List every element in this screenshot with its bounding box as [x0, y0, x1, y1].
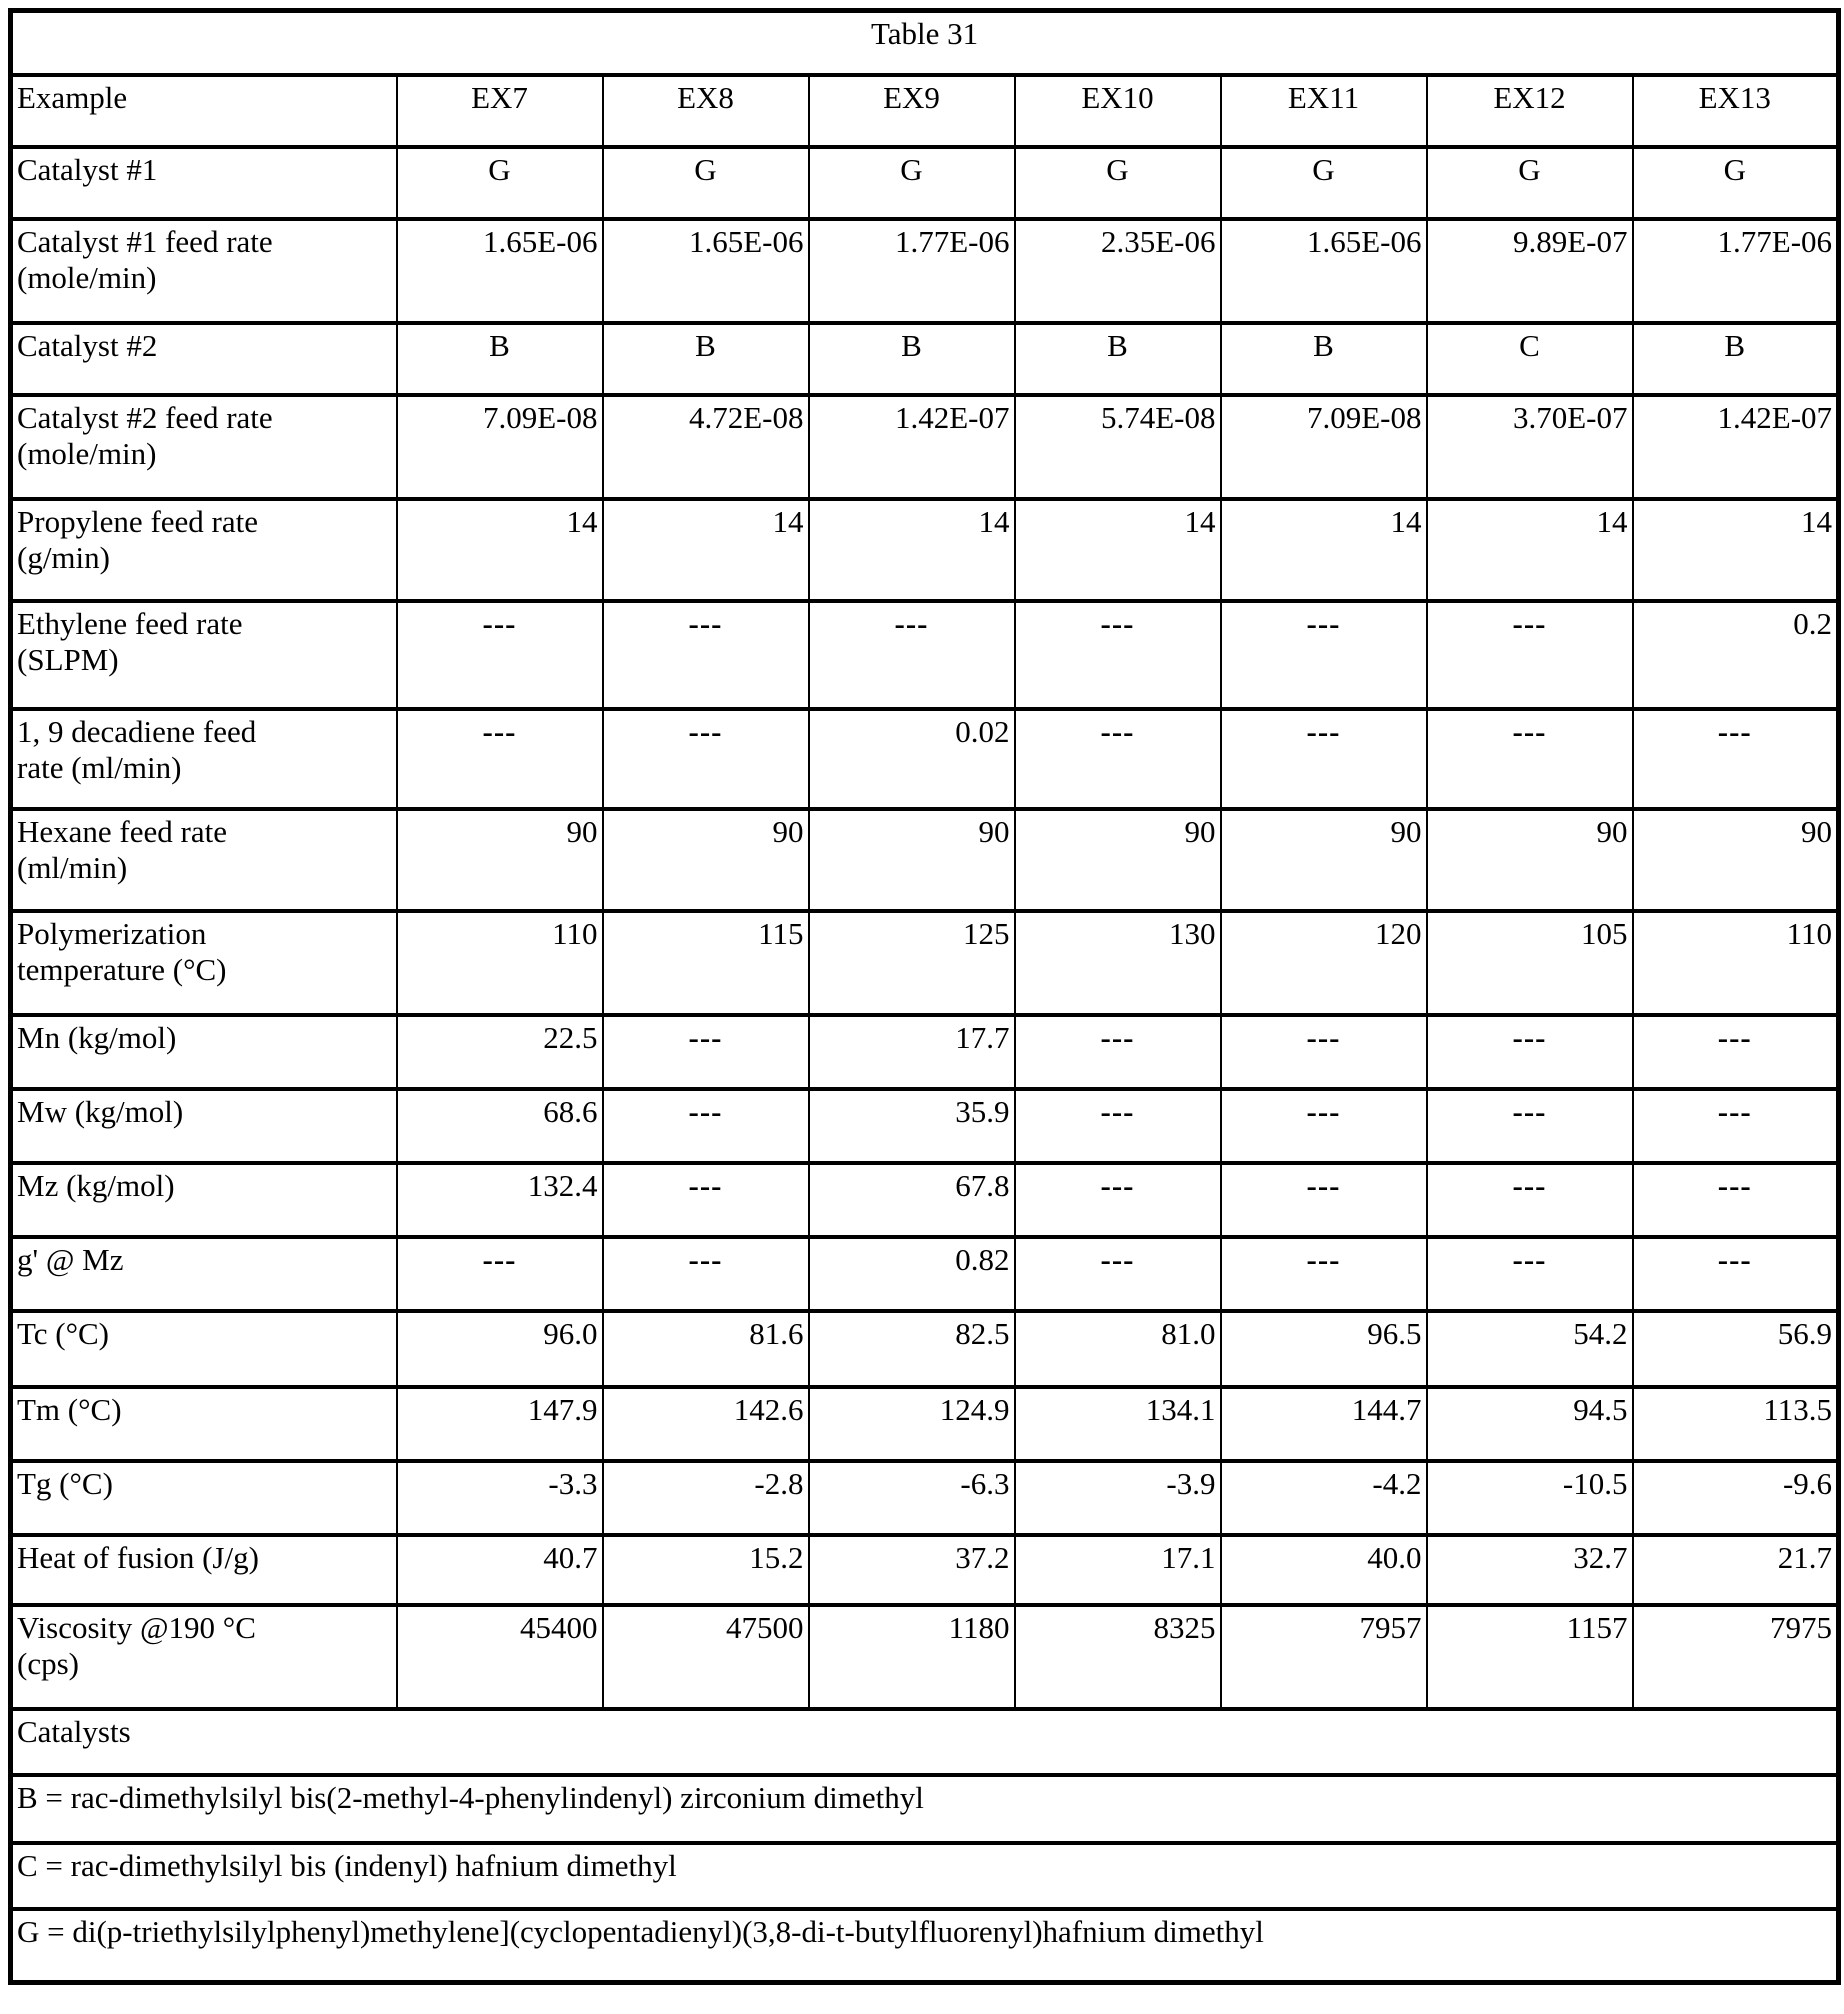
value-cell: 1.65E-06 — [603, 219, 809, 323]
value-cell: 14 — [809, 499, 1015, 601]
value-cell: 125 — [809, 911, 1015, 1015]
value-cell: 132.4 — [397, 1163, 603, 1237]
value-cell: 14 — [603, 499, 809, 601]
value-cell: 22.5 — [397, 1015, 603, 1089]
value-cell: --- — [1015, 709, 1221, 809]
value-cell: 7.09E-08 — [1221, 395, 1427, 499]
row-label: Tc (°C) — [11, 1311, 397, 1387]
value-cell: --- — [1221, 1015, 1427, 1089]
table-row — [11, 709, 1839, 809]
value-cell: --- — [1633, 709, 1839, 809]
value-cell: 96.5 — [1221, 1311, 1427, 1387]
value-cell: 120 — [1221, 911, 1427, 1015]
row-label: Viscosity @190 °C (cps) — [11, 1605, 397, 1709]
footnote-row — [11, 1775, 1839, 1843]
value-cell: B — [1221, 323, 1427, 395]
value-cell: 110 — [1633, 911, 1839, 1015]
row-label: Mn (kg/mol) — [11, 1015, 397, 1089]
value-cell: 1.65E-06 — [1221, 219, 1427, 323]
value-cell: 1.42E-07 — [809, 395, 1015, 499]
value-cell: 1.77E-06 — [1633, 219, 1839, 323]
value-cell: --- — [603, 709, 809, 809]
value-cell: --- — [1427, 1089, 1633, 1163]
value-cell: --- — [603, 1015, 809, 1089]
value-cell: 17.1 — [1015, 1535, 1221, 1605]
value-cell: 2.35E-06 — [1015, 219, 1221, 323]
value-cell: G — [397, 147, 603, 219]
value-cell: 47500 — [603, 1605, 809, 1709]
value-cell: 144.7 — [1221, 1387, 1427, 1461]
table-row — [11, 809, 1839, 911]
value-cell: --- — [1221, 601, 1427, 709]
row-label: Polymerization temperature (°C) — [11, 911, 397, 1015]
value-cell: --- — [1221, 709, 1427, 809]
row-label: Catalyst #1 feed rate (mole/min) — [11, 219, 397, 323]
value-cell: --- — [603, 1163, 809, 1237]
value-cell: 1.42E-07 — [1633, 395, 1839, 499]
value-cell: 14 — [397, 499, 603, 601]
value-cell: 5.74E-08 — [1015, 395, 1221, 499]
value-cell: --- — [603, 601, 809, 709]
value-cell: 105 — [1427, 911, 1633, 1015]
header-col-ex9: EX9 — [809, 75, 1015, 147]
footnotes-heading: Catalysts — [11, 1709, 1839, 1775]
value-cell: --- — [1015, 1237, 1221, 1311]
row-label: 1, 9 decadiene feed rate (ml/min) — [11, 709, 397, 809]
value-cell: 40.0 — [1221, 1535, 1427, 1605]
row-label: Ethylene feed rate (SLPM) — [11, 601, 397, 709]
row-label: g' @ Mz — [11, 1237, 397, 1311]
value-cell: 21.7 — [1633, 1535, 1839, 1605]
value-cell: 82.5 — [809, 1311, 1015, 1387]
value-cell: 37.2 — [809, 1535, 1015, 1605]
value-cell: B — [1633, 323, 1839, 395]
table-row — [11, 1535, 1839, 1605]
value-cell: G — [603, 147, 809, 219]
value-cell: 1157 — [1427, 1605, 1633, 1709]
value-cell: --- — [1015, 1089, 1221, 1163]
value-cell: --- — [1633, 1163, 1839, 1237]
value-cell: 32.7 — [1427, 1535, 1633, 1605]
value-cell: 0.02 — [809, 709, 1015, 809]
header-col-ex8: EX8 — [603, 75, 809, 147]
scanned-document-page — [8, 8, 1836, 1985]
value-cell: 90 — [1221, 809, 1427, 911]
row-label: Catalyst #1 — [11, 147, 397, 219]
value-cell: G — [1015, 147, 1221, 219]
row-label: Hexane feed rate (ml/min) — [11, 809, 397, 911]
value-cell: C — [1427, 323, 1633, 395]
table-row — [11, 1387, 1839, 1461]
value-cell: --- — [1015, 601, 1221, 709]
table-row — [11, 323, 1839, 395]
value-cell: --- — [1633, 1237, 1839, 1311]
value-cell: 7957 — [1221, 1605, 1427, 1709]
value-cell: G — [1633, 147, 1839, 219]
value-cell: --- — [1633, 1015, 1839, 1089]
value-cell: -2.8 — [603, 1461, 809, 1535]
value-cell: 110 — [397, 911, 603, 1015]
row-label: Catalyst #2 — [11, 323, 397, 395]
table-row — [11, 1605, 1839, 1709]
value-cell: 142.6 — [603, 1387, 809, 1461]
footnote-row — [11, 1843, 1839, 1909]
footnote-definition: B = rac-dimethylsilyl bis(2-methyl-4-phenylindenyl) zirconium dimethyl — [11, 1775, 1839, 1843]
table-row — [11, 1089, 1839, 1163]
value-cell: 4.72E-08 — [603, 395, 809, 499]
value-cell: 0.2 — [1633, 601, 1839, 709]
header-col-ex7: EX7 — [397, 75, 603, 147]
table-row — [11, 1311, 1839, 1387]
value-cell: 14 — [1427, 499, 1633, 601]
value-cell: 35.9 — [809, 1089, 1015, 1163]
value-cell: --- — [397, 601, 603, 709]
value-cell: 14 — [1015, 499, 1221, 601]
value-cell: 7975 — [1633, 1605, 1839, 1709]
value-cell: --- — [1015, 1015, 1221, 1089]
value-cell: 7.09E-08 — [397, 395, 603, 499]
value-cell: G — [1427, 147, 1633, 219]
value-cell: 90 — [603, 809, 809, 911]
value-cell: --- — [1015, 1163, 1221, 1237]
table-row — [11, 499, 1839, 601]
value-cell: --- — [1427, 1015, 1633, 1089]
table-row — [11, 1015, 1839, 1089]
table-row — [11, 1163, 1839, 1237]
footnote-row — [11, 1909, 1839, 1983]
value-cell: 81.6 — [603, 1311, 809, 1387]
value-cell: 96.0 — [397, 1311, 603, 1387]
value-cell: --- — [1221, 1163, 1427, 1237]
value-cell: 134.1 — [1015, 1387, 1221, 1461]
value-cell: 124.9 — [809, 1387, 1015, 1461]
footnote-row — [11, 1709, 1839, 1775]
value-cell: --- — [603, 1237, 809, 1311]
value-cell: G — [1221, 147, 1427, 219]
value-cell: --- — [603, 1089, 809, 1163]
value-cell: -3.3 — [397, 1461, 603, 1535]
table-row — [11, 147, 1839, 219]
value-cell: 147.9 — [397, 1387, 603, 1461]
value-cell: B — [1015, 323, 1221, 395]
value-cell: 81.0 — [1015, 1311, 1221, 1387]
row-label: Tm (°C) — [11, 1387, 397, 1461]
value-cell: 90 — [1427, 809, 1633, 911]
value-cell: 54.2 — [1427, 1311, 1633, 1387]
value-cell: --- — [1427, 709, 1633, 809]
value-cell: 45400 — [397, 1605, 603, 1709]
value-cell: 56.9 — [1633, 1311, 1839, 1387]
value-cell: 14 — [1221, 499, 1427, 601]
value-cell: 67.8 — [809, 1163, 1015, 1237]
value-cell: -3.9 — [1015, 1461, 1221, 1535]
row-label: Mw (kg/mol) — [11, 1089, 397, 1163]
value-cell: -10.5 — [1427, 1461, 1633, 1535]
table-row — [11, 1237, 1839, 1311]
table-row — [11, 1461, 1839, 1535]
value-cell: 90 — [1015, 809, 1221, 911]
footnote-definition: C = rac-dimethylsilyl bis (indenyl) hafnium dimethyl — [11, 1843, 1839, 1909]
value-cell: 68.6 — [397, 1089, 603, 1163]
value-cell: 15.2 — [603, 1535, 809, 1605]
value-cell: --- — [1427, 1237, 1633, 1311]
value-cell: 113.5 — [1633, 1387, 1839, 1461]
header-col-ex13: EX13 — [1633, 75, 1839, 147]
value-cell: --- — [397, 1237, 603, 1311]
value-cell: --- — [1221, 1089, 1427, 1163]
value-cell: --- — [1427, 1163, 1633, 1237]
value-cell: --- — [1221, 1237, 1427, 1311]
table-31 — [8, 8, 1841, 1985]
value-cell: 40.7 — [397, 1535, 603, 1605]
value-cell: 1180 — [809, 1605, 1015, 1709]
value-cell: B — [809, 323, 1015, 395]
row-label: Tg (°C) — [11, 1461, 397, 1535]
header-col-ex11: EX11 — [1221, 75, 1427, 147]
value-cell: -9.6 — [1633, 1461, 1839, 1535]
row-label: Catalyst #2 feed rate (mole/min) — [11, 395, 397, 499]
row-label: Mz (kg/mol) — [11, 1163, 397, 1237]
header-example-label: Example — [11, 75, 397, 147]
value-cell: 130 — [1015, 911, 1221, 1015]
table-header-row — [11, 75, 1839, 147]
value-cell: 8325 — [1015, 1605, 1221, 1709]
footnote-definition: G = di(p-triethylsilylphenyl)methylene](cyclopentadienyl)(3,8-di-t-butylfluorenyl)hafnium dimethyl — [11, 1909, 1839, 1983]
value-cell: 1.77E-06 — [809, 219, 1015, 323]
value-cell: B — [397, 323, 603, 395]
value-cell: B — [603, 323, 809, 395]
value-cell: 0.82 — [809, 1237, 1015, 1311]
table-title-row — [11, 11, 1839, 75]
table-title: Table 31 — [11, 11, 1839, 75]
value-cell: 17.7 — [809, 1015, 1015, 1089]
value-cell: G — [809, 147, 1015, 219]
value-cell: 1.65E-06 — [397, 219, 603, 323]
value-cell: 90 — [397, 809, 603, 911]
table-row — [11, 601, 1839, 709]
value-cell: 9.89E-07 — [1427, 219, 1633, 323]
table-row — [11, 395, 1839, 499]
value-cell: --- — [1633, 1089, 1839, 1163]
value-cell: 14 — [1633, 499, 1839, 601]
table-row — [11, 911, 1839, 1015]
value-cell: 90 — [1633, 809, 1839, 911]
table-row — [11, 219, 1839, 323]
header-col-ex12: EX12 — [1427, 75, 1633, 147]
value-cell: 3.70E-07 — [1427, 395, 1633, 499]
value-cell: 94.5 — [1427, 1387, 1633, 1461]
row-label: Heat of fusion (J/g) — [11, 1535, 397, 1605]
value-cell: 115 — [603, 911, 809, 1015]
value-cell: -6.3 — [809, 1461, 1015, 1535]
value-cell: 90 — [809, 809, 1015, 911]
header-col-ex10: EX10 — [1015, 75, 1221, 147]
value-cell: --- — [397, 709, 603, 809]
value-cell: --- — [1427, 601, 1633, 709]
value-cell: -4.2 — [1221, 1461, 1427, 1535]
value-cell: --- — [809, 601, 1015, 709]
row-label: Propylene feed rate (g/min) — [11, 499, 397, 601]
